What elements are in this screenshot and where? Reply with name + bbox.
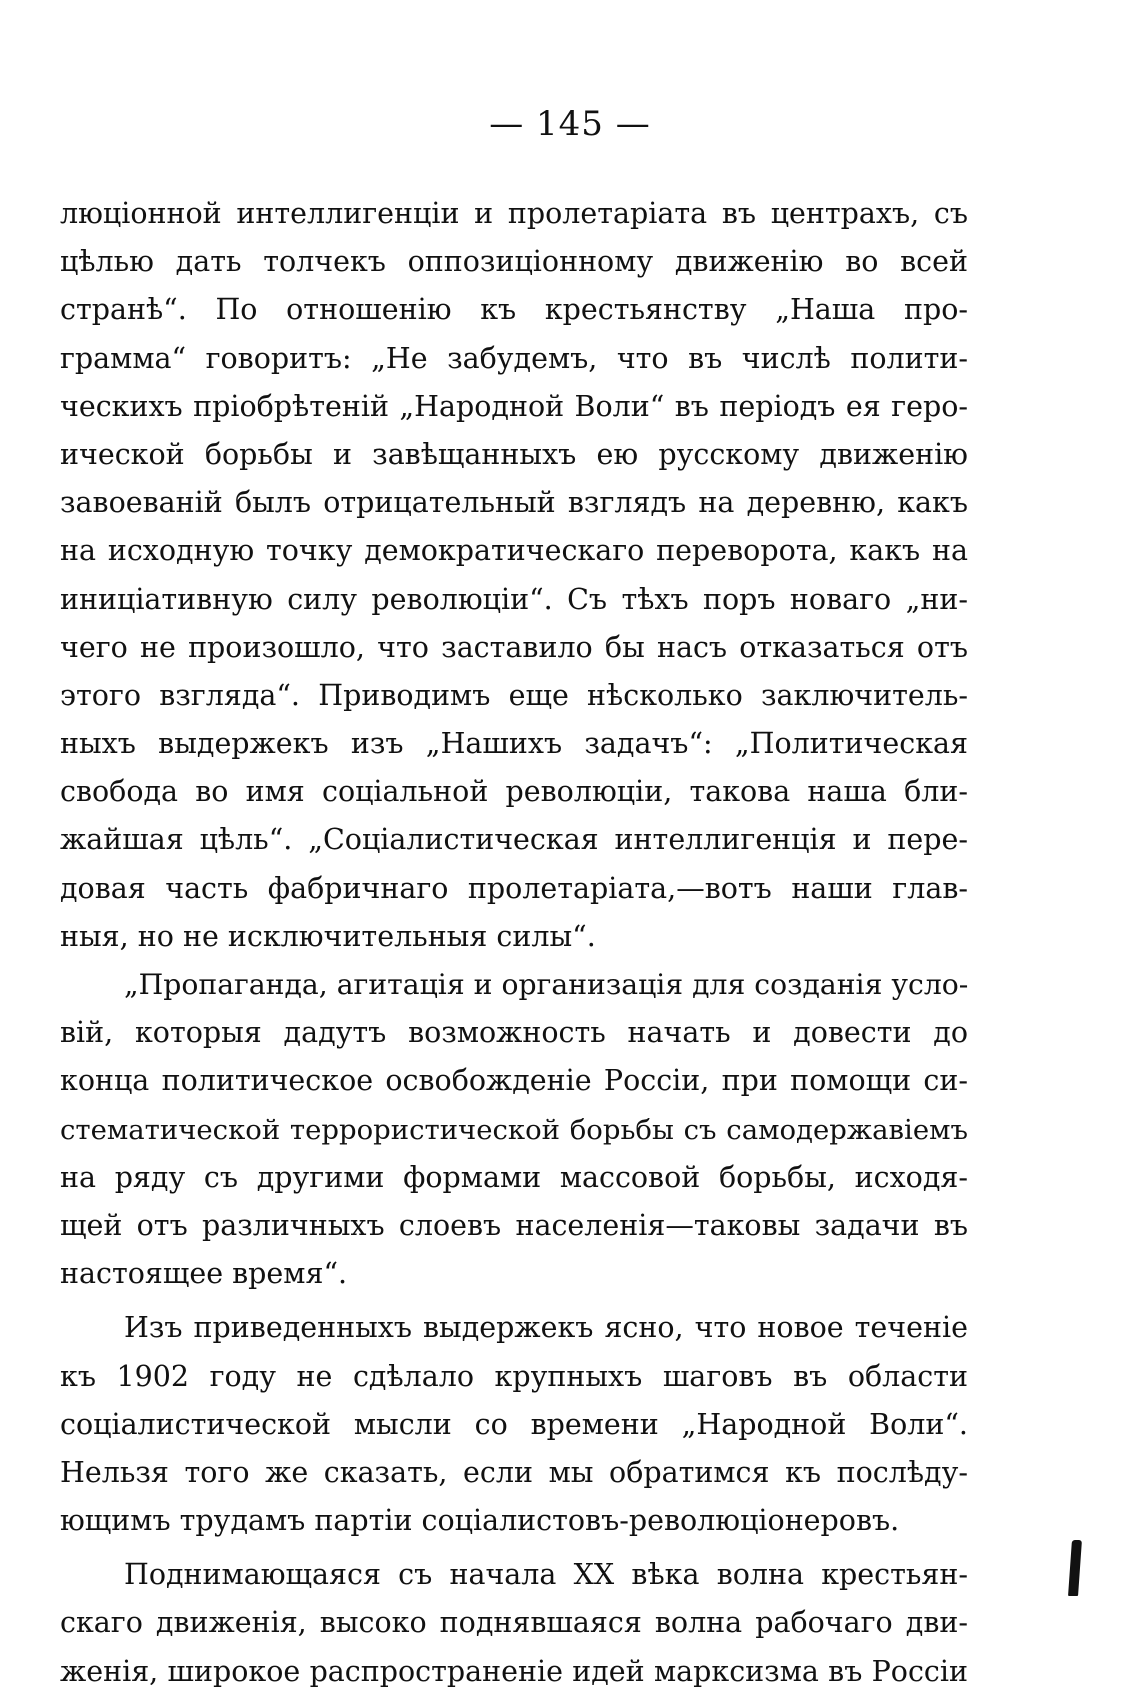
text-line: женія, широкое распространеніе идей марксизма въ Россіи [60, 1654, 968, 1688]
paragraph-4 [60, 1551, 968, 1696]
body-text [60, 190, 968, 1696]
text-line: ической борьбы и завѣщанныхъ ею русскому движенію [60, 437, 968, 471]
text-line: цѣлью дать толчекъ оппозиціонному движенію во всей [60, 245, 968, 279]
text-line: ческихъ пріобрѣтеній „Народной Воли“ въ періодъ ея геро- [60, 389, 968, 423]
text-line: соціалистической мысли со времени „Народной Воли“. [60, 1407, 968, 1441]
text-line: завоеваній былъ отрицательный взглядъ на деревню, какъ [60, 486, 968, 520]
scan-edge-mark [1068, 1540, 1082, 1596]
text-line: довая часть фабричнаго пролетаріата,—вотъ наши глав- [60, 871, 968, 905]
text-line: ныхъ выдержекъ изъ „Нашихъ задачъ“: „Политическая [60, 727, 968, 761]
text-line: скаго движенія, высоко поднявшаяся волна рабочаго дви- [60, 1606, 968, 1640]
text-line: Изъ приведенныхъ выдержекъ ясно, что новое теченіе [124, 1311, 968, 1345]
text-line: чего не произошло, что заставило бы насъ отказаться отъ [60, 630, 968, 664]
text-line: жайшая цѣль“. „Соціалистическая интеллигенція и пере- [60, 823, 968, 857]
text-line: щей отъ различныхъ слоевъ населенія—таковы задачи въ [60, 1208, 968, 1242]
text-line: къ 1902 году не сдѣлало крупныхъ шаговъ въ области [60, 1359, 968, 1393]
text-line: странѣ“. По отношенію къ крестьянству „Наша про- [60, 293, 968, 327]
text-line: ющимъ трудамъ партіи соціалистовъ-революціонеровъ. [60, 1504, 900, 1538]
text-line: вій, которыя дадутъ возможность начать и довести до [60, 1016, 968, 1050]
text-line: грамма“ говоритъ: „Не забудемъ, что въ числѣ полити- [60, 341, 968, 375]
paragraph-1 [60, 190, 968, 961]
text-line: на исходную точку демократическаго переворота, какъ на [60, 534, 968, 568]
paragraph-3 [60, 1304, 968, 1545]
text-line: настоящее время“. [60, 1257, 348, 1291]
text-line: люціонной интеллигенціи и пролетаріата въ центрахъ, съ [60, 197, 968, 230]
text-line: иниціативную силу революціи“. Съ тѣхъ поръ новаго „ни- [60, 582, 968, 616]
text-line: конца политическое освобожденіе Россіи, при помощи си- [60, 1064, 968, 1098]
text-line: этого взгляда“. Приводимъ еще нѣсколько заключитель- [60, 678, 968, 712]
text-line: на ряду съ другими формами массовой борьбы, исходя- [60, 1160, 968, 1194]
text-line: ныя, но не исключительныя силы“. [60, 919, 596, 953]
text-line: „Пропаганда, агитація и организація для созданія усло- [124, 968, 968, 1001]
paragraph-2 [60, 961, 968, 1298]
text-line: стематической террористической борьбы съ самодержавіемъ [60, 1113, 968, 1146]
page-number: — 145 — [489, 104, 651, 144]
text-line: Нельзя того же сказать, если мы обратимся къ послѣду- [60, 1455, 968, 1489]
text-line: Поднимающаяся съ начала XX вѣка волна крестьян- [124, 1558, 968, 1592]
text-line: свобода во имя соціальной революціи, такова наша бли- [60, 775, 968, 809]
